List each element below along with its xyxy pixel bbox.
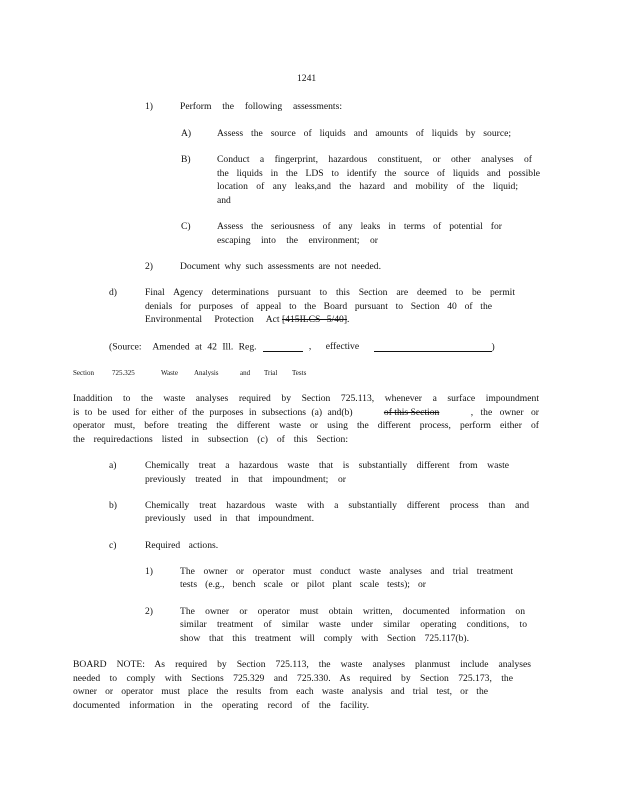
item-B-line: the liquids in the LDS to identify the source of liquids and possible (217, 168, 540, 179)
item-d-line: Final Agency determinations pursuant to this Section are deemed to be permit (145, 287, 515, 298)
item-d-line (145, 315, 349, 325)
source-open: (Source: (109, 341, 142, 353)
page-number: 1241 (297, 73, 317, 84)
item-a-line: Chemically treat a hazardous waste that is substantially different from waste (145, 460, 509, 471)
section-label: Section (73, 369, 94, 377)
item-B-line: and (217, 195, 231, 206)
item-a-line: previously treated in that impoundment; or (145, 474, 346, 485)
item-b-label: b) (109, 500, 117, 511)
item-C-line: escaping into the environment; or (217, 235, 378, 246)
item-c2-line: The owner or operator must obtain written, documented information on (180, 606, 525, 617)
item-a-label: a) (109, 460, 117, 471)
board-note-line: documented information in the operating record of the facility. (73, 700, 369, 711)
board-note-line: owner or operator must place the results from each waste analysis and trial test, or the (73, 686, 488, 697)
section-title-word: Trial (264, 369, 278, 377)
section-title-word: Analysis (194, 369, 219, 377)
item-2-text: Document why such assessments are not needed. (180, 261, 381, 272)
item-1-text: Perform the following assessments: (180, 101, 342, 112)
item-c1-line: tests (e.g., bench scale or pilot plant scale tests); or (180, 579, 426, 590)
source-comma: , (308, 341, 312, 353)
source-effective: effective (325, 341, 360, 353)
item-A-label: A) (181, 128, 192, 139)
item-A-text: Assess the source of liquids and amounts of liquids by source; (217, 128, 511, 139)
item-c-text: Required actions. (145, 540, 219, 551)
item-c2-line: similar treatment of similar waste under similar operating conditions, to (180, 619, 527, 630)
item-B-label: B) (181, 154, 191, 165)
intro-line: operator must, before treating the different waste or using the different process, perform either of (73, 420, 539, 431)
source-note (109, 342, 495, 352)
intro-line (73, 408, 539, 418)
item-C-label: C) (181, 221, 191, 232)
source-close: ) (491, 341, 495, 353)
intro-line2-b: , the owner or (470, 407, 539, 418)
item-2-number: 2) (145, 261, 153, 272)
item-c1-number: 1) (145, 566, 153, 577)
item-C-line: Assess the seriousness of any leaks in terms of potential for (217, 221, 502, 232)
section-title-word: Tests (292, 369, 307, 377)
section-title-word: Waste (161, 369, 178, 377)
register-page-blank (263, 342, 303, 352)
item-B-line: Conduct a fingerprint, hazardous constituent, or other analyses of (217, 154, 532, 165)
source-amended: Amended at 42 Ill. Reg. (152, 341, 257, 353)
struck-citation: [415ILCS 5/40] (281, 314, 348, 325)
section-number: 725.325 (112, 369, 135, 377)
board-note-line: BOARD NOTE: As required by Section 725.113, the waste analyses planmust include analyses (73, 659, 531, 670)
item-b-line: previously used in that impoundment. (145, 513, 314, 524)
intro-line: Inaddition to the waste analyses required by Section 725.113, whenever a surface impoundment (73, 393, 539, 404)
period: . (347, 314, 350, 325)
board-note-line: needed to comply with Sections 725.329 and 725.330. As required by Section 725.173, the (73, 673, 513, 684)
item-d-line: denials for purposes of appeal to the Board pursuant to Section 40 of the (145, 301, 492, 312)
struck-phrase: of this Section (383, 407, 440, 418)
item-c2-line: show that this treatment will comply with Section 725.117(b). (180, 633, 469, 644)
item-b-line: Chemically treat hazardous waste with a substantially different process than and (145, 500, 529, 511)
effective-date-blank (374, 342, 492, 352)
item-B-line: location of any leaks,and the hazard and mobility of the liquid; (217, 181, 518, 192)
item-d-label: d) (109, 287, 117, 298)
item-1-number: 1) (145, 101, 153, 112)
section-title-word: and (240, 369, 251, 377)
intro-line: the requiredactions listed in subsection (c) of this Section: (73, 434, 348, 445)
act-name: Environmental Protection Act (145, 314, 280, 325)
item-c1-line: The owner or operator must conduct waste analyses and trial treatment (180, 566, 513, 577)
intro-line2-a: is to be used for either of the purposes in subsections (a) and(b) (73, 407, 353, 418)
item-c-label: c) (109, 540, 117, 551)
item-c2-number: 2) (145, 606, 153, 617)
